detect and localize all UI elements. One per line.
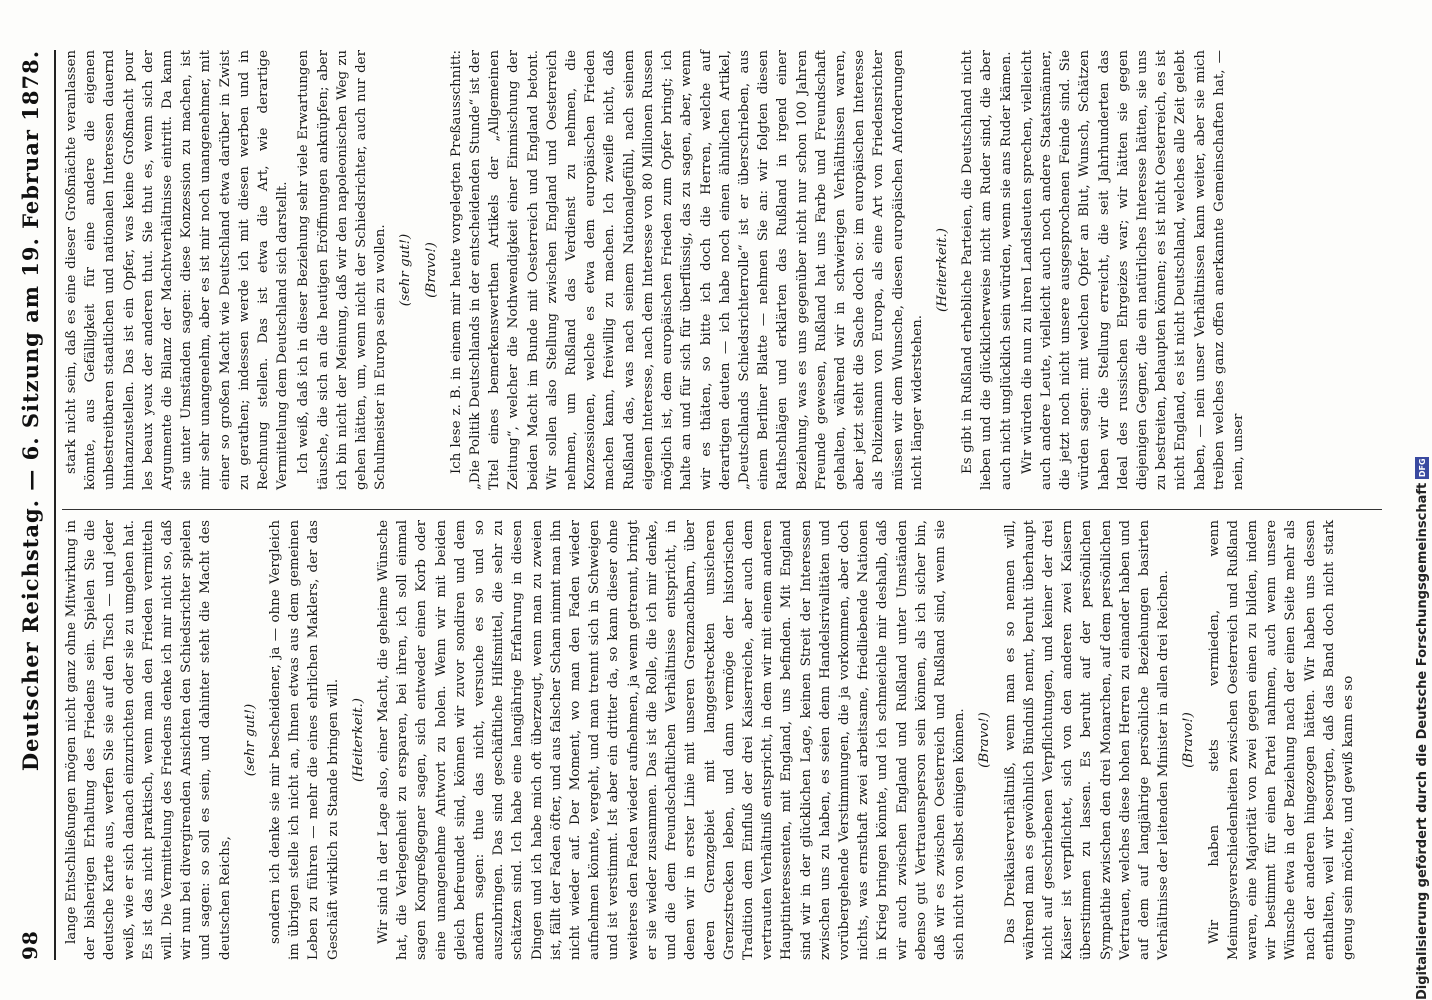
interjection: (Bravo!) xyxy=(977,712,993,768)
paragraph: Es gibt in Rußland erhebliche Parteien, die Deutschland nicht lieben und die glücklicherweise nicht am Ruder sind, die aber auch nicht unglücklich sein würden, wenn sie ans Ruder kämen. xyxy=(960,50,1014,490)
paragraph: Wir würden die nun zu ihren Landsleuten sprechen, vielleicht auch andere Leute, vielleicht auch noch andere Staatsmänner, die jetzt noch nicht unsere ausgesprochenen Feinde sind. Sie würden sagen: mit welchen Opfer an Blut, Wunsch, Schätzen haben wir die Stellung erreicht, die seit Jahrhunderten das Ideal des russischen Ehrgeizes war; wir hätten sie gegen diejenigen Gegner, die ein natürliches Interesse hätten, sie uns zu bestreiten, behaupten können; es ist nicht Oesterreich, es ist nicht England, es ist nicht Deutschland, welches alle Zeit gelebt haben, — nein unser Verhältnissen kann weiter, aber sie mich treiben welches ganz offen anerkannte Gemeinschaften hat, — nein, unser xyxy=(1019,50,1246,490)
paragraph: Ich weiß, daß ich in dieser Beziehung sehr viele Erwartungen täusche, die sich an die heutigen Eröffnungen anknüpfen; aber ich bin nicht der Meinung, daß wir den napoleonischen Weg zu gehen hätten, um, wenn nicht der Schiedsrichter, auch nur der Schulmeister in Europa sein zu wollen. xyxy=(296,50,389,490)
paragraph: sondern ich denke sie mir bescheidener, ja — ohne Vergleich im übrigen stelle ich nicht an, Ihnen etwas aus dem gemeinen Leben zu führen — mehr die eines ehrlichen Maklers, der das Geschäft wirklich zu Stande bringen will. xyxy=(268,520,341,960)
paragraph: Das Dreikaiserverhältniß, wenn man es so nennen will, während man es gewöhnlich Bündniß nennt, beruht überhaupt nicht auf geschriebenen Verpflichtungen, und keiner der drei Kaiser ist verpflichtet, sich von den anderen zwei Kaisern überstimmen zu lassen. Es beruht auf der persönlichen Sympathie zwischen den drei Monarchen, auf dem persönlichen Vertrauen, welches diese hohen Herren zu einander haben und auf dem auf langjährige persönliche Beziehungen basirten Verhältnisse der leitenden Minister in allen drei Reichen. xyxy=(1002,520,1172,960)
paragraph: Ich lese z. B. in einem mir heute vorgelegten Preßausschnitt: „Die Politik Deutschlands in der entscheidenden Stunde“ ist der Titel eines bemerkenswerthen Artikels der „Allgemeinen Zeitung“, welcher die Nothwendigkeit einer Einmischung der beiden Macht im Bunde mit Oesterreich und England betont. Wir sollen also Stellung zwischen England und Oesterreich nehmen, um Rußland das Verdienst zu nehmen, die Konzessionen, welche es etwa dem europäischen Frieden machen kann, freiwillig zu machen. Ich zweifle nicht, daß Rußland das, was nach seinem Nationalgefühl, nach seinem eigenen Interesse, nach dem Interesse von 80 Millionen Russen möglich ist, dem europäischen Frieden zum Opfer bringt; ich halte an und für sich für überflüssig, das zu sagen, aber, wenn wir es thäten, so bitte ich doch die Herren, welche auf derartigen deuten — ich habe noch einen ähnlichen Artikel, „Deutschlands Schiedsrichterrolle“ ist er überschrieben, aus einem Berliner Blatte — nehmen Sie an: wir folgten diesen Rathschlägen und erklärten das Rußland in irgend einer Beziehung, was es uns gegenüber nicht nur schon 100 Jahren Freunde gewesen, Rußland hat uns Farbe und Freundschaft gehalten, während wir in schwierigen Verhältnissen waren, aber jetzt steht die Sache doch so: im europäischen Interesse als Polizeimann von Europa, als eine Art von Friedensrichter müssen wir dem Wunsche, diesen europäischen Anforderungen nicht länger widerstehen. xyxy=(448,50,925,490)
left-text-column xyxy=(62,520,1360,960)
dfg-logo: DFG xyxy=(1415,457,1429,479)
running-header xyxy=(8,50,52,960)
interjection: (Bravo!) xyxy=(1181,712,1197,768)
right-text-column xyxy=(62,50,1250,490)
page-number: 98 xyxy=(18,930,42,960)
paragraph: lange Entschließungen mögen nicht ganz ohne Mitwirkung in der bisherigen Erhaltung des Friedens sein. Spielen Sie die deutsche Karte aus, werfen Sie sie auf den Tisch — und jeder weiß, wie er sich danach einzurichten oder sie zu umgehen hat. Es ist das nicht praktisch, wenn man den Frieden vermitteln will. Die Vermittelung des Friedens denke ich mir nicht so, daß wir nun bei divergirenden Ansichten den Schiedsrichter spielen und sagen: so soll es sein, und dahinter steht die Macht des deutschen Reichs, xyxy=(64,520,233,960)
column-divider xyxy=(62,509,1382,510)
interjection: (Heiterkeit.) xyxy=(350,698,366,782)
paragraph: Wir sind in der Lage also, einer Macht, die geheime Wünsche hat, die Verlegenheit zu ersparen, bei ihren, ich soll einmal sagen Kongreßgegner sagen, sich entweder einen Korb oder eine unangenehme Antwort zu holen. Wenn wir mit beiden gleich befreundet sind, können wir zuvor sondiren und dem andern sagen: thue das nicht, versuche es so und so auszubringen. Das sind geschäftliche Hilfsmittel, die sehr zu schätzen sind. Ich habe eine langjährige Erfahrung in diesen Dingen und ich habe mich oft überzeugt, wenn man zu zweien ist, fällt der Faden öfter, und aus falscher Scham nimmt man ihn nicht wieder auf. Der Moment, wo man den Faden wieder aufnehmen könnte, vergeht, und man trennt sich in Schweigen und ist verstimmt. Ist aber ein dritter da, so kann dieser ohne weiteres den Faden wieder aufnehmen, ja wenn getrennt, bringt er sie wieder zusammen. Das ist die Rolle, die ich mir denke, und die dem freundschaftlichen Verhältnisse entspricht, in denen wir in erster Linie mit unseren Grenznachbarn, über deren Grenzgebiet mit langgestreckten unsicheren Grenzstrecken leben, und dann vermöge der historischen Tradition dem Einfluß der drei Kaiserreiche, aber auch dem vertrauten Verhältniß entspricht, in dem wir mit einem anderen Hauptinteressenten, mit England, uns befinden. Mit England sind wir in der glücklichen Lage, keinen Streit der Interessen zwischen uns zu haben, es seien denn Handelsrivalitäten und vorübergehende Verstimmungen, die ja vorkommen, aber doch nichts, was ernsthaft zwei arbeitsame, friedliebende Nationen in Krieg bringen könnte, und ich schmeichle mir deshalb, daß wir auch zwischen England und Rußland unter Umständen ebenso gut Vertrauensperson sein können, als ich sicher bin, daß wir es zwischen Oesterreich und Rußland sind, wenn sie sich nicht von selbst einigen können. xyxy=(376,520,968,960)
interjection: (Bravo!) xyxy=(423,242,439,298)
digitization-credit xyxy=(1412,0,1432,1000)
running-title: Deutscher Reichstag. — 6. Sitzung am 19. Februar 1878. xyxy=(17,50,43,772)
paragraph: stark nicht sein, daß es eine dieser Großmächte veranlassen könnte, aus Gefälligkeit für eine andere die eigenen unbestreitbaren staatlichen und nationalen Interessen dauernd hintanzustellen. Das ist ein Opfer, was keine Großmacht pour les beaux yeux der anderen thut. Sie thut es, wenn sich der Argumente die Bilanz der Machtverhältnisse eintritt. Da kann sie unter Umständen sagen: diese Konzession zu machen, ist mir sehr unangenehm, aber es ist mir noch unangenehmer, mit einer so großen Macht wie Deutschland etwa darüber in Zwist zu gerathen; indessen werde ich mit diesen werben und in Rechnung stellen. Das ist etwa die Art, wie derartige Vermittelung dem Deutschland sich darstellt. xyxy=(64,50,291,490)
interjection: (Heiterkeit.) xyxy=(934,228,950,312)
paragraph: Wir haben stets vermieden, wenn Meinungsverschiedenheiten zwischen Oesterreich und Rußland waren, eine Majorität von zwei gegen einen zu bilden, indem wir bestimmt für einen Partei nahmen, auch wenn unsere Wünsche etwa in der Beziehung nach der einen Seite mehr als nach der anderen hingezogen hätten. Wir haben uns dessen enthalten, weil wir besorgten, daß das Band doch nicht stark genug sein möchte, und gewiß kann es so xyxy=(1206,520,1356,960)
credit-text: Digitalisierung gefördert durch die Deutsche Forschungsgemeinschaft xyxy=(1414,482,1430,1000)
header-rule xyxy=(54,50,56,960)
interjection: (sehr gut!) xyxy=(242,703,258,777)
interjection: (sehr gut!) xyxy=(398,233,414,307)
